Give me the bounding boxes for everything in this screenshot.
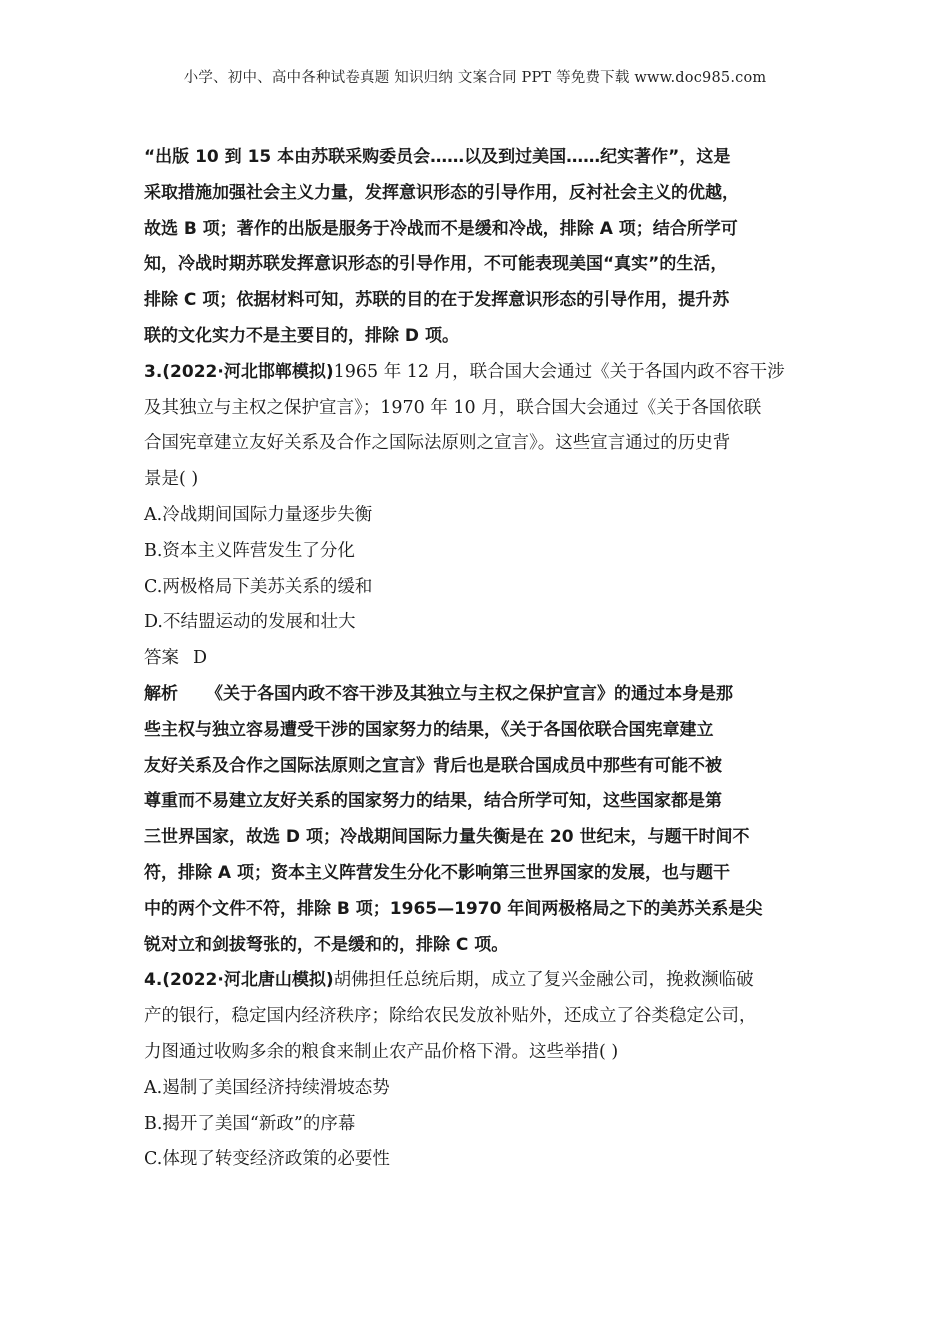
answer-label: 答案 [144, 648, 179, 669]
answer-line [144, 641, 814, 677]
analysis-line: 知，冷战时期苏联发挥意识形态的引导作用，不可能表现美国“真实”的生活， [144, 254, 728, 275]
question-stem-text: 1965 年 12 月，联合国大会通过《关于各国内政不容干涉 [333, 361, 785, 382]
question-stem-line [144, 355, 814, 391]
analysis-line: 友好关系及合作之国际法原则之宣言》背后也是联合国成员中那些有可能不被 [144, 755, 722, 776]
option-a: A.冷战期间国际力量逐步失衡 [144, 504, 373, 525]
question-3 [144, 355, 814, 964]
document-body [144, 140, 814, 1178]
question-source: 3.(2022·河北邯郸模拟) [144, 361, 334, 382]
option-b: B.资本主义阵营发生了分化 [144, 540, 355, 561]
analysis-line: 尊重而不易建立友好关系的国家努力的结果，结合所学可知，这些国家都是第 [144, 791, 722, 812]
answer-value: D [193, 648, 208, 669]
question-stem-line: 产的银行，稳定国内经济秩序；除给农民发放补贴外，还成立了谷类稳定公司， [144, 1006, 757, 1027]
analysis-line: “出版 10 到 15 本由苏联采购委员会……以及到过美国……纪实著作”，这是 [144, 147, 731, 167]
page-header-banner: 小学、初中、高中各种试卷真题 知识归纳 文案合同 PPT 等免费下载 www.doc985.com [183, 70, 767, 86]
option-a: A.遏制了美国经济持续滑坡态势 [144, 1077, 390, 1098]
option-b: B.揭开了美国“新政”的序幕 [144, 1113, 356, 1134]
question-stem-text: 胡佛担任总统后期，成立了复兴金融公司，挽救濒临破 [333, 970, 754, 991]
analysis-line [144, 677, 814, 713]
analysis-label: 解析 [144, 683, 178, 704]
question-stem-line: 及其独立与主权之保护宣言》；1970 年 10 月，联合国大会通过《关于各国依联 [144, 397, 762, 418]
question-stem-line: 合国宪章建立友好关系及合作之国际法原则之宣言》。这些宣言通过的历史背 [144, 433, 731, 454]
question-4 [144, 963, 814, 1178]
previous-analysis [144, 140, 814, 355]
analysis-line: 些主权与独立容易遭受干涉的国家努力的结果，《关于各国依联合国宪章建立 [144, 719, 714, 740]
analysis-line: 采取措施加强社会主义力量，发挥意识形态的引导作用，反衬社会主义的优越， [144, 182, 739, 203]
analysis-line: 故选 B 项；著作的出版是服务于冷战而不是缓和冷战，排除 A 项；结合所学可 [144, 218, 738, 239]
question-source: 4.(2022·河北唐山模拟) [144, 970, 334, 991]
analysis-line: 锐对立和剑拔弩张的，不是缓和的，排除 C 项。 [144, 934, 509, 955]
analysis-line: 中的两个文件不符，排除 B 项；1965—1970 年间两极格局之下的美苏关系是尖 [144, 898, 763, 919]
question-stem-line: 力图通过收购多余的粮食来制止农产品价格下滑。这些举措( ) [144, 1041, 619, 1062]
analysis-line: 排除 C 项；依据材料可知，苏联的目的在于发挥意识形态的引导作用，提升苏 [144, 290, 730, 311]
question-stem-line [144, 963, 814, 999]
option-c: C.体现了转变经济政策的必要性 [144, 1149, 390, 1170]
analysis-line: 联的文化实力不是主要目的，排除 D 项。 [144, 325, 459, 346]
analysis-line: 符，排除 A 项；资本主义阵营发生分化不影响第三世界国家的发展，也与题干 [144, 862, 730, 883]
option-c: C.两极格局下美苏关系的缓和 [144, 576, 373, 597]
option-d: D.不结盟运动的发展和壮大 [144, 612, 356, 633]
question-stem-line: 景是( ) [144, 469, 199, 490]
analysis-text: 《关于各国内政不容干涉及其独立与主权之保护宣言》的通过本身是那 [206, 683, 733, 704]
analysis-line: 三世界国家，故选 D 项；冷战期间国际力量失衡是在 20 世纪末，与题干时间不 [144, 827, 750, 848]
